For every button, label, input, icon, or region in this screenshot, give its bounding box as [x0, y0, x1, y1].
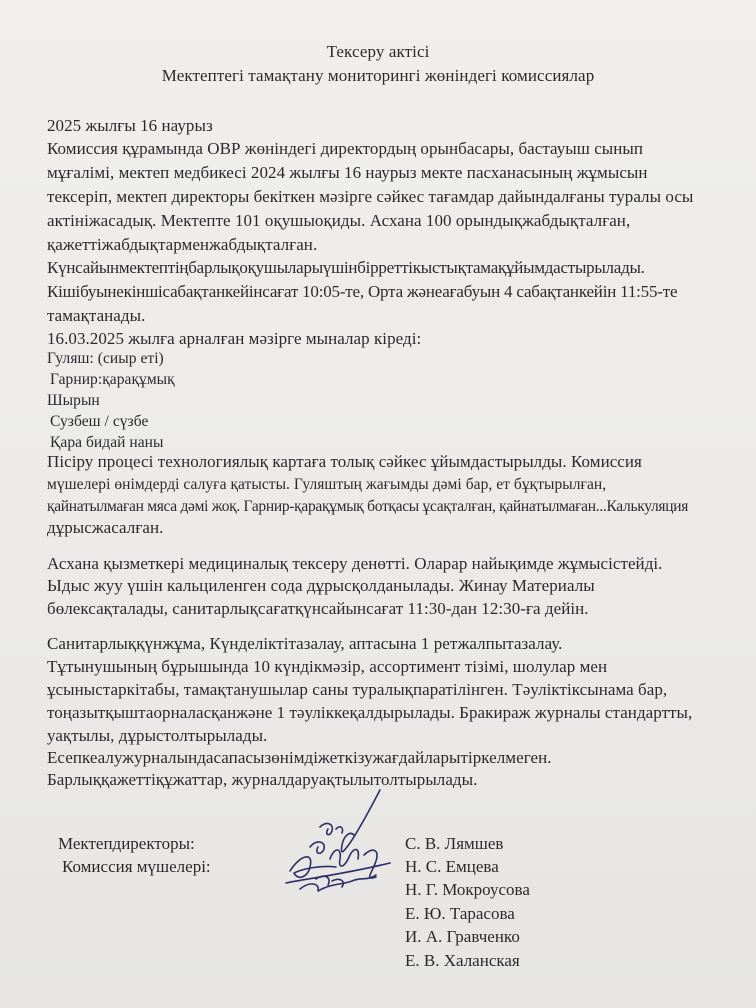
menu-item: Гарнир:қарақұмық: [50, 371, 175, 388]
handwritten-signatures-icon: [280, 785, 410, 915]
menu-item: Гуляш: (сиыр еті): [47, 350, 164, 367]
menu-item: Қара бидай наны: [50, 434, 164, 451]
body-line: қажеттіжабдықтарменжабдықталған.: [47, 235, 318, 254]
signatory-name: И. А. Гравченко: [405, 927, 520, 946]
members-label: Комиссия мүшелері:: [62, 857, 211, 876]
body-line: Күнсайынмектептіңбарлықоқушыларыүшінбірреттікыстықтамақұйымдастырылады.: [47, 258, 645, 277]
body-line: тексеріп, мектеп директоры бекіткен мәзірге сәйкес тағамдар дайындалғаны туралы осы: [47, 187, 694, 206]
signatory-name: Е. В. Халанская: [405, 951, 520, 970]
body-line: Есепкеалужурналындасапасызөнімдіжеткізужағдайларытіркелмеген.: [47, 748, 552, 767]
body-line: Ыдыс жуу үшін кальциленген сода дұрысқолданылады. Жинау Материалы: [47, 576, 595, 595]
body-line: 16.03.2025 жылға арналған мәзірге мыналар кіреді:: [47, 329, 422, 348]
body-line: Кішібуынекіншісабақтанкейінсағат 10:05-те, Орта жәнеағабуын 4 сабақтанкейін 11:55-те: [47, 282, 678, 301]
body-line: мұғалімі, мектеп медбикесі 2024 жылғы 16 наурыз мекте пасханасының жұмысын: [47, 163, 648, 182]
signatory-name: Е. Ю. Тарасова: [405, 904, 515, 923]
body-line: қайнатылмаған мяса дәмі жоқ. Гарнир-қарақұмық ботқасы ұсақталған, қайнатылмаған...Калькуляция: [47, 498, 689, 515]
body-line: актініжасадық. Мектепте 101 оқушыоқиды. Асхана 100 орындықжабдықталған,: [47, 211, 631, 230]
body-line: ұсыныстаркітабы, тамақтанушылар саны туралықпаратілінген. Тәуліктіксынама бар,: [47, 680, 668, 699]
body-line: уақтылы, дұрыстолтырылады.: [47, 726, 268, 745]
body-line: Комиссия құрамында ОВР жөніндегі директордың орынбасары, бастауыш сынып: [47, 139, 644, 158]
menu-item: Сузбеш / сүзбе: [50, 413, 149, 430]
body-line: тоңазытқыштаорналасқанжәне 1 тәуліккеқалдырылады. Бракираж журналы стандартты,: [47, 703, 693, 722]
body-line: мүшелері өнімдерді салуға қатысты. Гуляштың жағымды дәмі бар, ет бұқтырылған,: [47, 476, 607, 493]
signatory-name: С. В. Лямшев: [405, 834, 504, 853]
signatory-name: Н. С. Емцева: [405, 857, 499, 876]
document-subtitle: Мектептегі тамақтану мониторингі жөніндегі комиссиялар: [161, 66, 595, 85]
director-label: Мектепдиректоры:: [58, 834, 195, 853]
body-line: Барлыққажеттіқұжаттар, журналдаруақтылытолтырылады.: [47, 770, 478, 789]
body-line: тамақтанады.: [47, 306, 146, 325]
document-title: Тексеру актісі: [326, 42, 430, 61]
body-line: Санитарлыққүнжұма, Күнделіктітазалау, аптасына 1 ретжалпытазалау.: [47, 634, 563, 653]
body-line: Пісіру процесі технологиялық картаға толық сәйкес ұйымдастырылды. Комиссия: [47, 452, 642, 471]
body-line: бөлексақталады, санитарлықсағатқүнсайынсағат 11:30-дан 12:30-ға дейін.: [47, 599, 589, 618]
signatory-name: Н. Г. Мокроусова: [405, 880, 530, 899]
body-line: Тұтынушының бұрышында 10 күндікмәзір, ассортимент тізімі, шолулар мен: [47, 657, 608, 676]
body-line: Асхана қызметкері медициналық тексеру денөтті. Оларар найықимде жұмысістейді.: [47, 554, 663, 573]
body-line: 2025 жылғы 16 наурыз: [47, 116, 213, 135]
menu-item: Шырын: [47, 392, 100, 409]
body-line: дұрысжасалған.: [47, 518, 164, 537]
